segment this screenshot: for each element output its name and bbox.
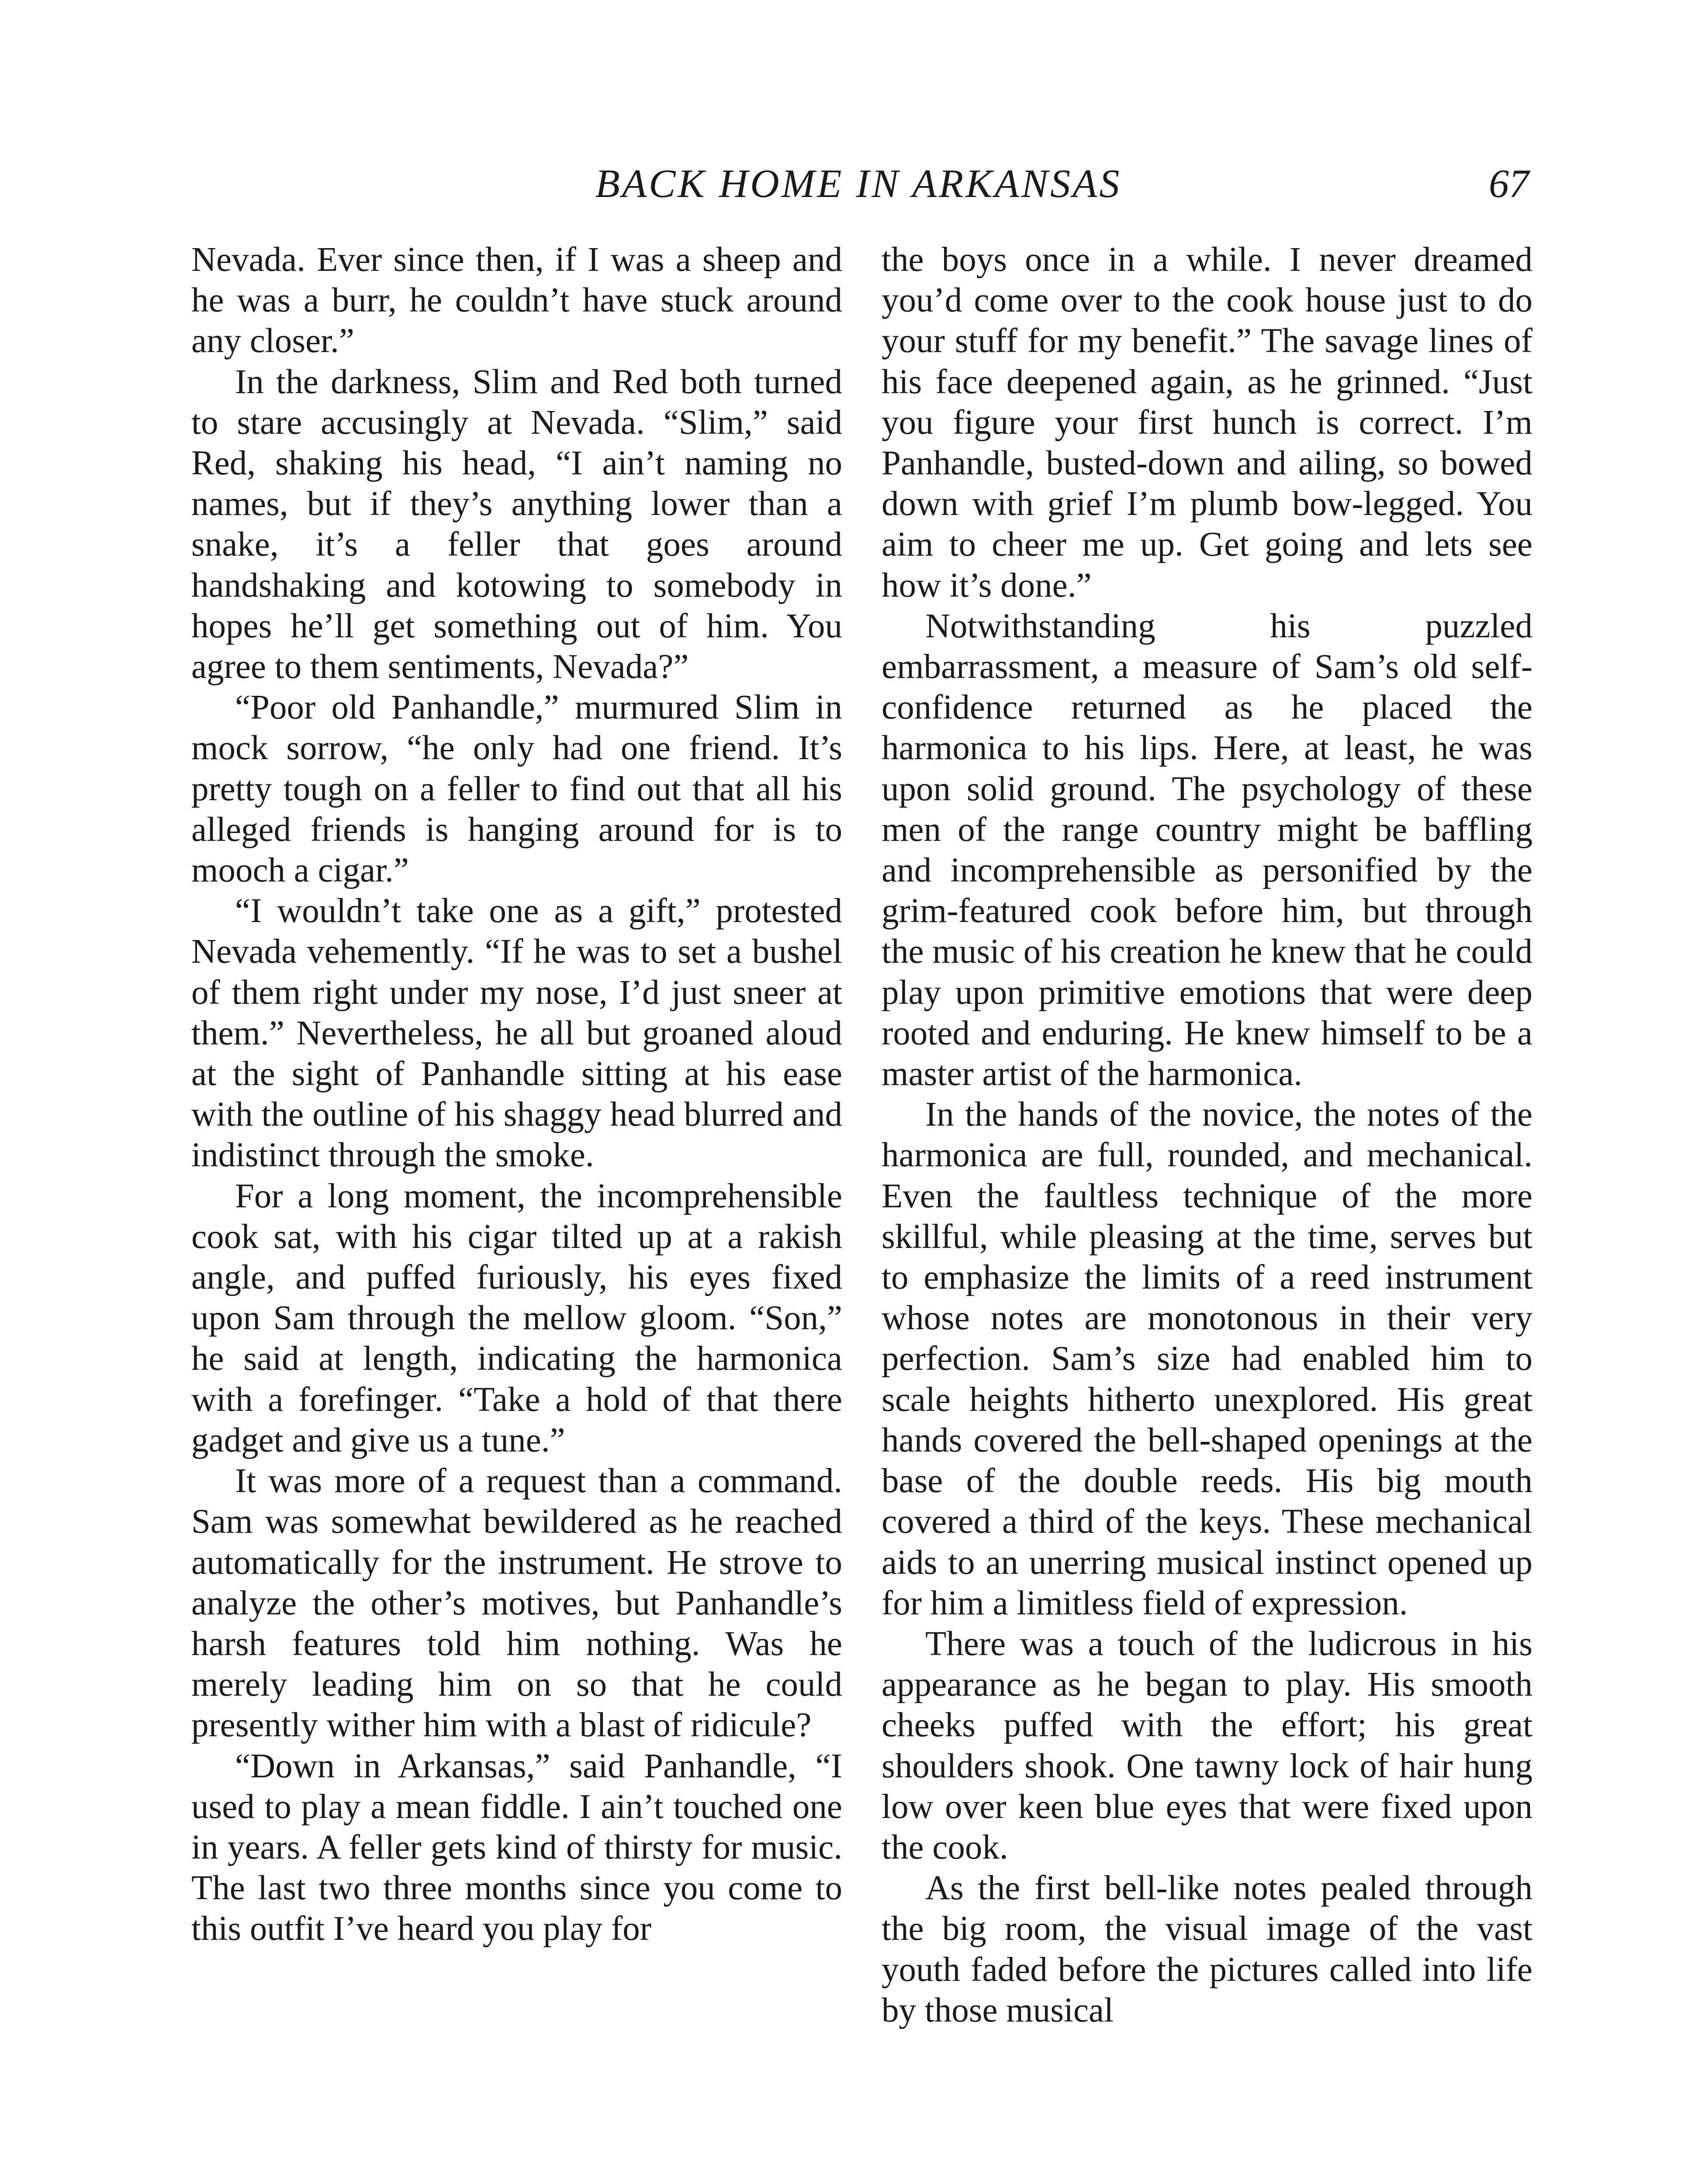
paragraph: As the first bell-like notes pealed through the big room, the visual image of the vast youth faded before the pictures called into life by those musical	[882, 1869, 1532, 2029]
page-header	[188, 157, 1529, 210]
paragraph: “Down in Arkansas,” said Panhandle, “I used to play a mean fiddle. I ain’t touched one in years. A feller gets kind of thirsty for music. The last two three months since you come to this outfit I’ve heard you play for	[191, 1747, 842, 1948]
paragraph: Notwithstanding his puzzled embarrassment, a measure of Sam’s old self-confidence returned as he placed the harmonica to his lips. Here, at least, he was upon solid ground. The psychology of these men of the range country might be baffling and incomprehensible as personified by the grim-featured cook before him, but through the music of his creation he knew that he could play upon primitive emotions that were deep rooted and enduring. He knew himself to be a master artist of the harmonica.	[882, 607, 1532, 1093]
paragraph: Nevada. Ever since then, if I was a sheep and he was a burr, he couldn’t have stuck around any closer.”	[191, 241, 842, 360]
paragraph: In the hands of the novice, the notes of the harmonica are full, rounded, and mechanical. Even the faultless technique of the more skillful, while pleasing at the time, serves but to emphasize the limits of a reed instrument whose notes are monotonous in their very perfection. Sam’s size had enabled him to scale heights hitherto unexplored. His great hands covered the bell-shaped openings at the base of the double reeds. His big mouth covered a third of the keys. These mechanical aids to an unerring musical instinct opened up for him a limitless field of expression.	[882, 1095, 1532, 1622]
paragraph: the boys once in a while. I never dreamed you’d come over to the cook house just to do your stuff for my benefit.” The savage lines of his face deepened again, as he grinned. “Just you figure your first hunch is correct. I’m Panhandle, busted-down and ailing, so bowed down with grief I’m plumb bow-legged. You aim to cheer me up. Get going and lets see how it’s done.”	[882, 241, 1532, 605]
paragraph: In the darkness, Slim and Red both turned to stare accusingly at Nevada. “Slim,” said Red, shaking his head, “I ain’t naming no names, but if they’s anything lower than a snake, it’s a feller that goes around handshaking and kotowing to somebody in hopes he’ll get something out of him. You agree to them sentiments, Nevada?”	[191, 363, 842, 686]
paragraph: For a long moment, the incomprehensible cook sat, with his cigar tilted up at a rakish angle, and puffed furiously, his eyes fixed upon Sam through the mellow gloom. “Son,” he said at length, indicating the harmonica with a forefinger. “Take a hold of that there gadget and give us a tune.”	[191, 1177, 842, 1459]
left-column	[191, 239, 842, 1949]
paragraph: There was a touch of the ludicrous in his appearance as he began to play. His smooth cheeks puffed with the effort; his great shoulders shook. One tawny lock of hair hung low over keen blue eyes that were fixed upon the cook.	[882, 1624, 1532, 1866]
paragraph: “I wouldn’t take one as a gift,” protested Nevada vehemently. “If he was to set a bushel of them right under my nose, I’d just sneer at them.” Nevertheless, he all but groaned aloud at the sight of Panhandle sitting at his ease with the outline of his shaggy head blurred and indistinct through the smoke.	[191, 892, 842, 1175]
running-title: BACK HOME IN ARKANSAS	[595, 161, 1122, 206]
paragraph: It was more of a request than a command. Sam was somewhat bewildered as he reached automatically for the instrument. He strove to analyze the other’s motives, but Panhandle’s harsh features told him nothing. Was he merely leading him on so that he could presently wither him with a blast of ridicule?	[191, 1462, 842, 1745]
right-column	[882, 239, 1532, 2031]
paragraph: “Poor old Panhandle,” murmured Slim in mock sorrow, “he only had one friend. It’s pretty tough on a feller to find out that all his alleged friends is hanging around for is to mooch a cigar.”	[191, 688, 842, 890]
page-number: 67	[1489, 161, 1529, 206]
